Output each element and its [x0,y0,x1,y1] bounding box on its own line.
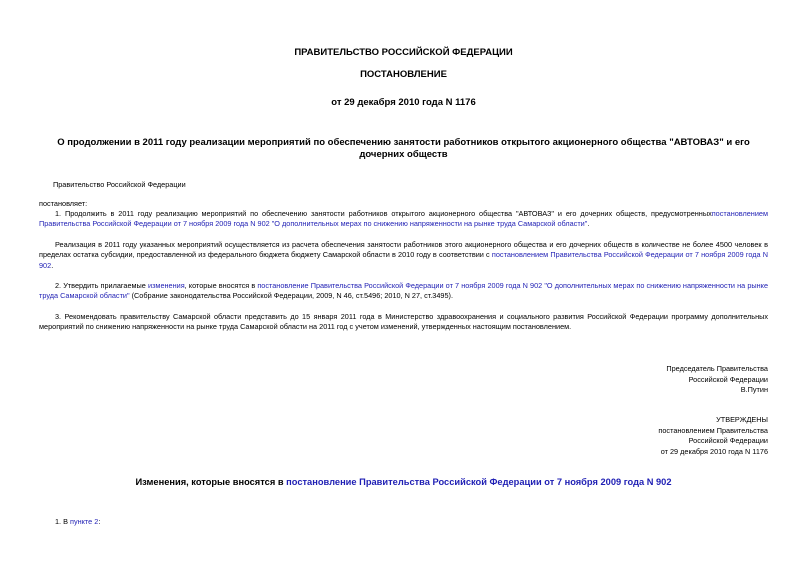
signature-line-1: Председатель Правительства [666,364,768,373]
item-1-end: . [587,219,590,229]
changes-title [0,477,807,487]
item-1 [39,209,768,230]
item-2 [39,281,768,302]
item-1-text: 1. Продолжить в 2011 году реализацию мероприятий по обеспечению занятости работников открытого акционерного общества "АВТОВАЗ" и его дочерних обществ, предусмотренных [55,209,712,218]
approved-line-2: постановлением Правительства [658,425,768,435]
document-type: ПОСТАНОВЛЕНИЕ [360,69,447,80]
approved-block [568,415,768,457]
item-1b-text: Реализация в 2011 году указанных мероприятий осуществляется из расчета обеспечения занятости работников этого акционерного общества и его дочерних обществ в количестве не более 4500 человек в пределах остатка субсидии, предоставленной из федерального бюджета бюджету Самарской области в 2010 году в соответствии с [39,240,768,260]
item-1b-end: . [51,260,54,270]
document-date: от 29 декабря 2010 года N 1176 [331,97,476,108]
approved-line-3: Российской Федерации [688,436,768,446]
signature-block [568,364,768,396]
changes-item-1 [39,517,768,527]
item-2-link-resolution[interactable]: постановление Правительства Российской Федерации от 7 ноября 2009 года N 902 "О дополнительных мерах по снижению напряженности на рынке труда Самарской области" [39,281,768,301]
item-3: 3. Рекомендовать правительству Самарской области представить до 15 января 2011 года в Министерство здравоохранения и социального развития Российской Федерации программу дополнительных мероприятий по снижению напряженности на рынке труда Самарской области на 2011 год с учетом изменений, утвержденных настоящим постановлением. [39,312,768,332]
item-2-text-a: 2. Утвердить прилагаемые [55,281,146,290]
intro-government: Правительство Российской Федерации [53,180,186,189]
changes-title-link[interactable]: постановление Правительства Российской Федерации от 7 ноября 2009 года N 902 [286,477,672,487]
item-2-link-changes[interactable]: изменения [148,281,185,290]
item-1-link[interactable]: постановлением Правительства Российской Федерации от 7 ноября 2009 года N 902 "О дополнительных мерах по снижению напряженности на рынке труда Самарской области" [39,209,768,229]
approved-line-1: УТВЕРЖДЕНЫ [716,415,768,424]
item-1-paragraph-2 [39,240,768,271]
government-heading: ПРАВИТЕЛЬСТВО РОССИЙСКОЙ ФЕДЕРАЦИИ [294,47,513,58]
approved-line-4: от 29 декабря 2010 года N 1176 [660,446,768,456]
item-1b-link[interactable]: постановлением Правительства Российской Федерации от 7 ноября 2009 года N 902 [39,250,769,270]
item-2-text-c: (Собрание законодательства Российской Федерации, 2009, N 46, ст.5496; 2010, N 27, ст.3495). [129,291,453,301]
changes-item-end: : [98,517,101,526]
changes-item-text: 1. В [55,517,68,526]
signature-line-2: Российской Федерации [688,374,768,384]
changes-title-text: Изменения, которые вносятся в [135,477,284,487]
intro-resolves: постановляет: [39,199,88,208]
document-title: О продолжении в 2011 году реализации мероприятий по обеспечению занятости работников открытого акционерного общества "АВТОВАЗ" и его дочерних обществ [57,137,750,160]
item-2-text-b: , которые вносятся в [184,281,256,290]
changes-item-link[interactable]: пункте 2 [70,517,99,526]
signature-name: В.Путин [740,385,768,395]
